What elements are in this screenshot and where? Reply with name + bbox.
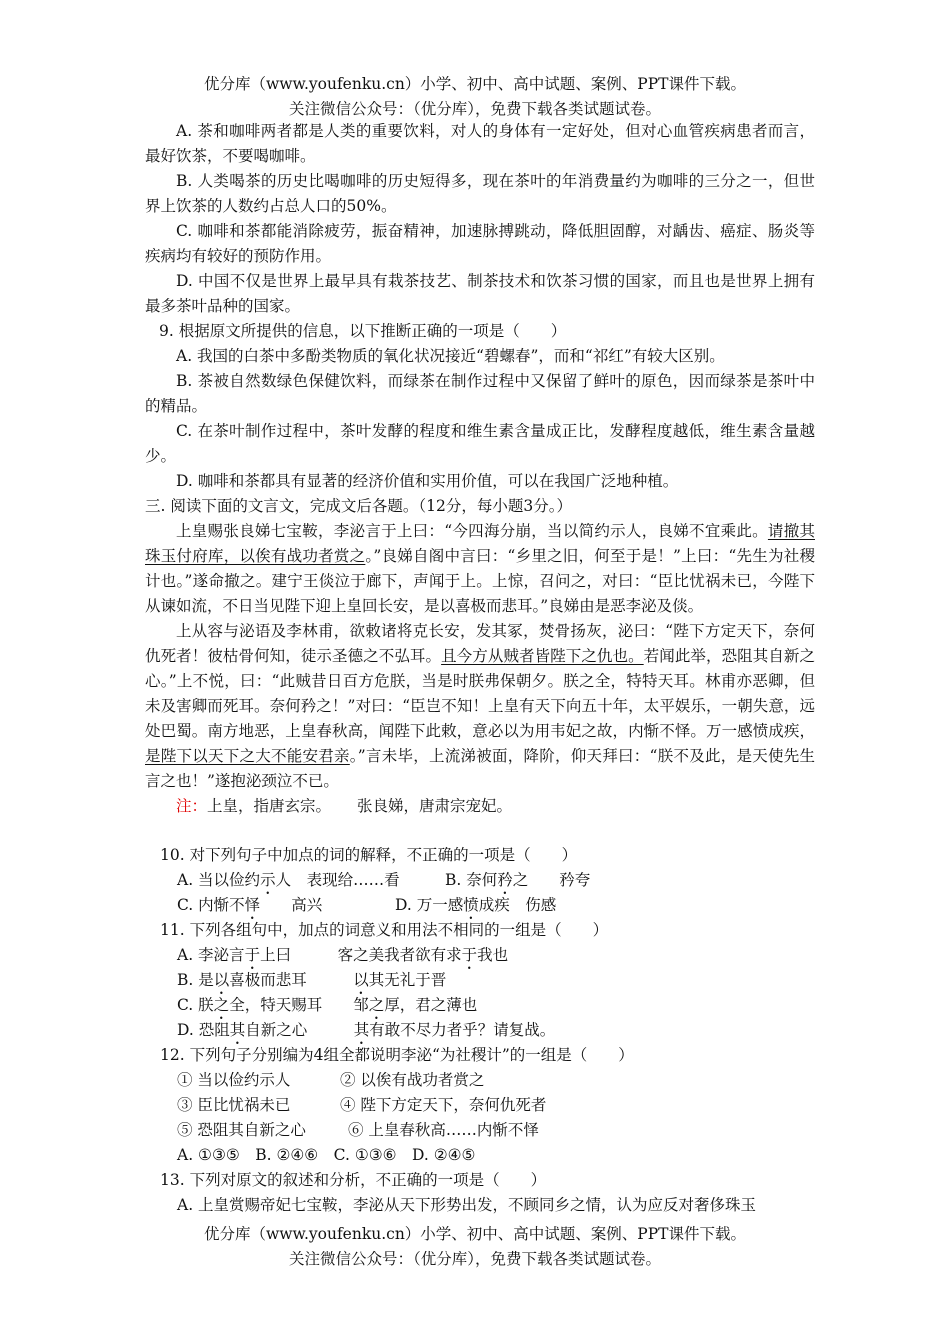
q11-c-dotted-2: 之 <box>368 996 385 1014</box>
passage-2-text-c: 。”言未毕，上流涕被面，降阶，仰天拜曰：“朕不及此，是天使先生言之也！”遂抱泌颈泣不已。 <box>145 747 815 790</box>
q12-item-2: ② 以俟有战功者赏之 <box>340 1071 485 1089</box>
q13-stem: 13. 下列对原文的叙述和分析，不正确的一项是（ ） <box>160 1171 547 1189</box>
q9-option-a: A. 我国的白茶中多酚类物质的氧化状况接近“碧螺春”，而和“祁红”有较大区别。 <box>176 347 725 365</box>
q12-choices: A. ①③⑤ B. ②④⑥ C. ①③⑥ D. ②④⑤ <box>177 1146 476 1164</box>
passage-2-underlined-sentence-2: 是陛下以天下之大不能安君亲 <box>145 747 350 765</box>
q12-item-3: ③ 臣比忧祸未已 <box>177 1096 291 1114</box>
q11-b-text-1: B. 是 <box>177 971 214 989</box>
q11-c-text-1: C. 朕 <box>177 996 214 1014</box>
q10-c-text-1: C. 内惭不 <box>177 896 245 914</box>
footer-line-2: 关注微信公众号：（优分库），免费下载各类试题试卷。 <box>288 1250 661 1268</box>
q11-b-dotted-2: 以 <box>353 971 369 989</box>
passage-paragraph-1 <box>145 519 815 619</box>
passage-2-text-a: 上从容与泌语及李林甫，欲敕诸将克长安，发其冢，焚骨扬灰，泌曰：“陛下方定天下，奈何仇死者！彼枯骨何知，徒示圣德之不弘耳。 <box>145 622 815 665</box>
header-line-1: 优分库（www.youfenku.cn）小学、初中、高中试题、案例、PPT课件下载。 <box>203 75 747 93</box>
q8-option-c: C. 咖啡和茶都能消除疲劳，振奋精神，加速脉搏跳动，降低胆固醇，对龋齿、癌症、肠炎等疾病均有较好的预防作用。 <box>145 222 815 265</box>
q8-q9-block <box>145 119 815 819</box>
q10-stem: 10. 对下列句子中加点的词的解释，不正确的一项是（ ） <box>160 846 578 864</box>
passage-2-text-b: 若闻此举，恐阻其自新之心。”上不悦，曰：“此贼昔日百方危朕，当是时朕弗保朝夕。朕之全，特特天耳。林甫亦恶卿，但未及害卿而死耳。奈何矜之！”对曰：“臣岂不知！上皇有天下向五十年，太平娱乐，一朝失意，远处巴蜀。南方地恶，上皇春秋高，闻陛下此敕，意必以为用韦妃之故，内惭不怿。万一感愤成疾， <box>145 647 815 740</box>
q11-d-dotted-2: 其 <box>353 1021 370 1039</box>
q11-c-text-3: 厚，君之薄也 <box>384 996 478 1014</box>
q8-option-a: A. 茶和咖啡两者都是人类的重要饮料，对人的身体有一定好处，但对心血管疾病患者而言，最好饮茶，不要喝咖啡。 <box>145 122 815 165</box>
q11-d-dotted-1: 其 <box>229 1021 246 1039</box>
q8-option-b: B. 人类喝茶的历史比喝咖啡的历史短得多，现在茶叶的年消费量约为咖啡的三分之一，但世界上饮茶的人数约占总人口的50%。 <box>145 172 815 215</box>
q10-b-text-2: 之 矜夸 <box>512 871 591 889</box>
section-3-title: 三. 阅读下面的文言文，完成文后各题。（12分，每小题3分。） <box>145 497 572 515</box>
q12-item-4: ④ 陛下方定天下，奈何仇死者 <box>340 1096 547 1114</box>
q10-b-dotted-word: 矜 <box>497 871 513 889</box>
q9-option-b: B. 茶被自然数绿色保健饮料，而绿茶在制作过程中又保留了鲜叶的原色，因而绿茶是茶叶中的精品。 <box>145 372 815 415</box>
q12-item-6: ⑥ 上皇春秋高……内惭不怿 <box>348 1121 539 1139</box>
q10-d-text-2: 成疾 伤感 <box>478 896 557 914</box>
q11-c-dotted-1: 之 <box>213 996 230 1014</box>
passage-1-text-a: 上皇赐张良娣七宝鞍，李泌言于上曰：“今四海分崩，当以简约示人，良娣不宜乘此。 <box>176 522 768 540</box>
q10-a-text-1: A. 当以俭约 <box>177 871 261 889</box>
q12-stem: 12. 下列句子分别编为4组全都说明李泌“为社稷计”的一组是（ ） <box>160 1046 634 1064</box>
q9-option-c: C. 在茶叶制作过程中，茶叶发酵的程度和维生素含量成正比，发酵程度越低，维生素含量越少。 <box>145 422 815 465</box>
note <box>145 794 815 819</box>
q11-a-dotted-2: 于 <box>461 946 478 964</box>
passage-paragraph-2 <box>145 619 815 794</box>
q11-a-text-1: A. 李泌言 <box>177 946 245 964</box>
q11-a-text-3: 我也 <box>477 946 509 964</box>
q11-b-text-2: 喜极而悲耳 <box>229 971 354 989</box>
q11-b-dotted-1: 以 <box>213 971 230 989</box>
q10-a-dotted-word: 示 <box>260 871 276 889</box>
q11-c-text-2: 全，特天赐耳 邹 <box>229 996 369 1014</box>
note-label: 注： <box>176 797 208 815</box>
passage-1-underlined-sentence: 请撤其珠玉付府库，以俟有战功者赏之 <box>145 522 815 565</box>
q9-stem: 9. 根据原文所提供的信息，以下推断正确的一项是（ ） <box>159 322 567 340</box>
header-line-2: 关注微信公众号：（优分库），免费下载各类试题试卷。 <box>288 100 661 118</box>
q12-item-1: ① 当以俭约示人 <box>177 1071 291 1089</box>
q11-a-text-2: 上曰 客之美我者欲有求 <box>260 946 462 964</box>
q12-item-5: ⑤ 恐阻其自新之心 <box>177 1121 306 1139</box>
q10-c-dotted-word: 怿 <box>244 896 261 914</box>
q11-d-text-1: D. 恐阻 <box>177 1021 230 1039</box>
q11-stem: 11. 下列各组句中，加点的词意义和用法不相同的一组是（ ） <box>160 921 609 939</box>
q10-d-dotted-word: 愤 <box>463 896 479 914</box>
q8-option-d: D. 中国不仅是世界上最早具有栽茶技艺、制茶技术和饮茶习惯的国家，而且也是世界上拥有最多茶叶品种的国家。 <box>145 272 815 315</box>
note-2: 张良娣，唐肃宗宠妃。 <box>357 797 513 815</box>
q10-a-text-2: 人 表现给……看 <box>275 871 400 889</box>
q11-a-dotted-1: 于 <box>244 946 261 964</box>
q9-option-d: D. 咖啡和茶都具有显著的经济价值和实用价值，可以在我国广泛地种植。 <box>176 472 679 490</box>
q10-c-text-2: 高兴 <box>260 896 323 914</box>
passage-2-underlined-sentence-1: 且今方从贼者皆陛下之仇也。 <box>441 647 644 665</box>
q11-b-text-3: 其无礼于晋 <box>368 971 447 989</box>
note-1: 上皇，指唐玄宗。 <box>207 797 332 815</box>
q11-d-text-3: 有敢不尽力者乎？请复战。 <box>369 1021 556 1039</box>
q13-option-a: A. 上皇赏赐帝妃七宝鞍，李泌从天下形势出发，不顾同乡之情，认为应反对奢侈珠玉 <box>177 1196 757 1214</box>
footer-line-1: 优分库（www.youfenku.cn）小学、初中、高中试题、案例、PPT课件下载。 <box>203 1225 747 1243</box>
q10-d-text-1: D. 万一感 <box>395 896 464 914</box>
q11-d-text-2: 自新之心 <box>245 1021 354 1039</box>
q10-b-text-1: B. 奈何 <box>445 871 498 889</box>
passage-1-text-b: 。”良娣自阁中言曰：“乡里之旧，何至于是！”上曰：“先生为社稷计也。”遂命撤之。建宁王倓泣于廊下，声闻于上。上惊，召问之，对曰：“臣比忧祸未已，今陛下从谏如流，不日当见陛下迎上皇回长安，是以喜极而悲耳。”良娣由是恶李泌及倓。 <box>145 547 815 615</box>
